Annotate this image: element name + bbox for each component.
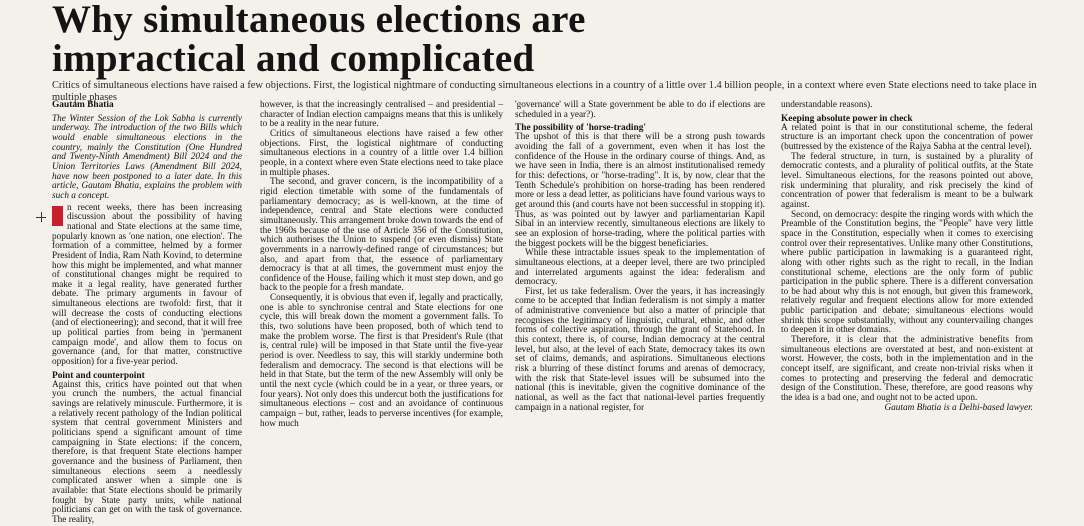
article-column-3 (515, 101, 765, 487)
crop-mark-icon (36, 212, 46, 222)
paragraph: The upshot of this is that there will be a strong push towards avoiding the fall of a government, even when it has lost the confidence of the House in the ordinary course of things. And, as we have seen in India, there is an almost institutionalised remedy for this: defections, or "horse-trading". It is, by now, clear that the Tenth Schedule's prohibition on horse-trading has been rendered more or less a dead letter, as politicians have found various ways to get around this (and courts have not been successful in stopping it). Thus, as was pointed out by lawyer and parliamentarian Kapil Sibal in an interview recently, simultaneous elections are likely to see an explosion of horse-trading, where the political parties with the biggest pockets will be the biggest beneficiaries. (515, 132, 765, 249)
byline: Gautam Bhatia (52, 100, 114, 110)
section-heading: The possibility of 'horse-trading' (515, 123, 647, 134)
section-heading: Keeping absolute power in check (781, 113, 913, 124)
section-heading: Point and counterpoint (52, 370, 145, 381)
paragraph: The second, and graver concern, is the incompatibility of a rigid election timetable with some of the fundamentals of parliamentary democracy; as is well-known, at the time of independence, central and State elections were conducted simultaneously. This arrangement broke down towards the end of the 1960s because of the use of Article 356 of the Constitution, which authorises the Union to suspend (or even dismiss) State governments in a narrowly-defined range of circumstances; but also, and apart from that, the essence of parliamentary democracy is that at all times, the government must enjoy the confidence of the House, failing which it must step down, and go back to the people for a fresh mandate. (260, 177, 503, 294)
paragraph: Against this, critics have pointed out that when you crunch the numbers, the actual financial savings are relatively minuscule. Furthermore, it is a relatively recent pathology of the Indian political system that central government Ministers and politicians spend a significant amount of time campaigning in State elections: if the concern, therefore, is that frequent State elections hamper governance and the business of Parliament, then simultaneous elections seem a needlessly complicated answer when a simple one is available: that State elections should be primarily fought by State party units, while national politicians can get on with the task of governance. The reality, (52, 379, 242, 525)
paragraph: 'governance' will a State government be able to do if elections are scheduled in a year?). (515, 100, 765, 120)
paragraph: Consequently, it is obvious that even if, legally and practically, one is able to synchronise central and State elections for one cycle, this will break down the moment a government falls. To this, two solutions have been proposed, both of which tend to make the problem worse. The first is that President's Rule (that is, central rule) will be imposed in that State until the five-year period is over. Needless to say, this will starkly undermine both federalism and democracy. The second is that elections will be held in that State, but the term of the new Assembly will only be until the next cycle (which could be in a year, or three years, or four years). Not only does this undercut both the justifications for simultaneous elections – cost and an avoidance of continuous campaign – but, rather, leads to perverse incentives (for example, how much (260, 293, 503, 429)
headline (52, 0, 1052, 78)
paragraph: Critics of simultaneous elections have raised a few other objections. First, the logistical nightmare of conducting simultaneous elections in a country of a little over 1.4 billion people, in a context where even State elections need to take place in multiple phases. (260, 128, 503, 178)
standfirst: Critics of simultaneous elections have raised a few objections. First, the logistical nightmare of conducting simultaneous elections in a country of a little over 1.4 billion people, in a context where even State elections need to take place in multiple phases (52, 80, 1037, 103)
author-credit: Gautam Bhatia is a Delhi-based lawyer. (884, 402, 1033, 413)
paragraph: The federal structure, in turn, is sustained by a plurality of democratic contests, and a plurality of political outfits, at the State level. Simultaneous elections, for the reasons pointed out above, risk undermining that plurality, and risk precisely the kind of concentration of power that federalism is meant to be a bulwark against. (781, 151, 1033, 210)
paragraph: Therefore, it is clear that the administrative benefits from simultaneous elections are overstated at best, and non-existent at worst. However, the costs, both in the implementation and in the concept itself, are significant, and create non-trivial risks when it comes to protecting and preserving the federal and democratic design of the Constitution. These, therefore, are good reasons why the idea is a bad one, and ought not to be acted upon. (781, 335, 1033, 404)
drop-cap-icon (52, 206, 63, 226)
paragraph: Second, on democracy: despite the ringing words with which the Preamble of the Constitution begins, the "People" have very little space in the Constitution, especially when it comes to exercising control over their representatives. Unlike many other Constitutions, where public participation in lawmaking is a guaranteed right, along with other rights such as the right to recall, in the Indian constitutional scheme, elections are the only form of public participation in the public sphere. There is a different conversation to be had about why this is not enough, but given this framework, relatively regular and frequent elections allow for more extended public participation and debate; simultaneous elections would shrink this scope substantially, without any countervailing changes to deepen it in other domains. (781, 209, 1033, 336)
paragraph-text: n recent weeks, there has been increasing discussion about the possibility of having national and State elections at the same time, popularly known as 'one nation, one election'. The formation of a committee, helmed by a former President of India, Ram Nath Kovind, to determine how this might be implemented, and what manner of constitutional changes might be required to make it a legal reality, have generated further debate. The primary arguments in favour of simultaneous elections are twofold: first, that it will decrease the costs of conducting elections (and of electioneering); and second, that it will free up political parties from being in 'permanent campaign mode', and allow them to focus on governance (and, for that matter, constructive opposition) for a five-year period. (52, 202, 242, 368)
paragraph: understandable reasons). (781, 100, 873, 110)
paragraph: A related point is that in our constitutional scheme, the federal structure is an important check upon the concentration of power (buttressed by the existence of the Rajya Sabha at the central level). (781, 122, 1033, 152)
paragraph: While these intractable issues speak to the implementation of simultaneous elections, at a deeper level, there are two principled and interrelated arguments against the idea: federalism and democracy. (515, 248, 765, 288)
article-column-4 (781, 101, 1033, 487)
paragraph (52, 204, 242, 368)
paragraph: First, let us take federalism. Over the years, it has increasingly come to be accepted that Indian federalism is not simply a matter of administrative convenience but also a matter of principle that recognises the legitimacy of linguistic, cultural, ethnic, and other forms of collective aspiration, through the grant of Statehood. In this context, there is, of course, Indian democracy at the central level, but also, at the level of each State, democracy takes its own set of claims, demands, and aspirations. Simultaneous elections risk a blurring of these distinct forums and arenas of democracy, with the risk that State-level issues will be subsumed into the national (this is inevitable, given the cognitive dominance of the national, as well as the fact that national-level parties frequently campaign in a national register, for (515, 286, 765, 413)
headline-line-1: Why simultaneous elections are (52, 0, 586, 41)
paragraph: however, is that the increasingly centralised – and presidential – character of Indian election campaigns means that this is unlikely to be a reality in the near future. (260, 100, 503, 130)
headline-line-2: impractical and complicated (52, 37, 535, 80)
article-intro: The Winter Session of the Lok Sabha is currently underway. The introduction of the two Bills which would enable simultaneous elections in the country, mainly the Constitution (One Hundred and Twenty-Ninth Amendment) Bill 2024 and the Union Territories Laws (Amendment Bill 2024, have now been postponed to a later date. In this article, Gautam Bhatia, explains the problem with such a concept. (52, 113, 242, 201)
article-column-1 (52, 100, 242, 525)
article-column-2 (260, 101, 503, 487)
